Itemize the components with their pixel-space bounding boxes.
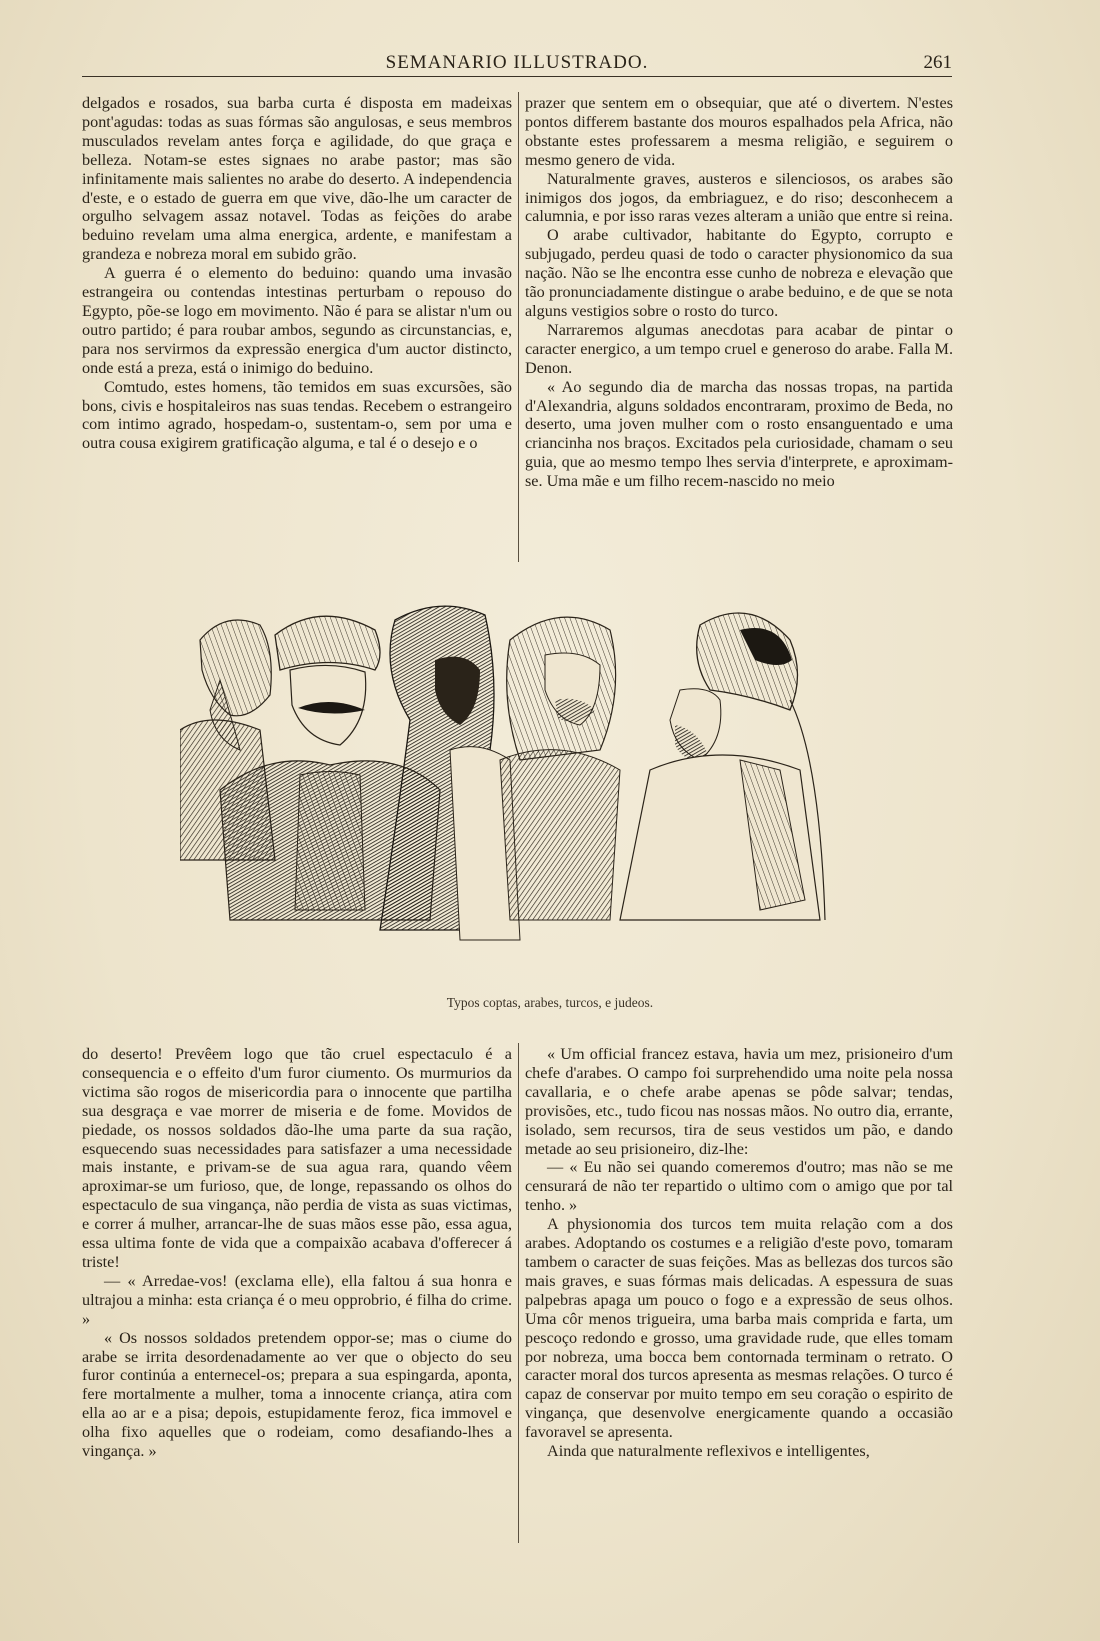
illustration-caption: Typos coptas, arabes, turcos, e judeos. <box>446 995 654 1010</box>
column-divider-bottom <box>518 1043 519 1543</box>
column-divider-top <box>518 92 519 562</box>
figure-arab-man <box>500 617 620 920</box>
periodical-title: SEMANARIO ILLUSTRADO. <box>385 52 649 73</box>
paragraph: Ainda que naturalmente reflexivos e intelligentes, <box>547 1442 870 1461</box>
paragraph: — « Arredae-vos! (exclama elle), ella faltou á sua honra e ultrajou a minha: esta criança é o meu opprobrio, é filha do crime. » <box>82 1271 512 1328</box>
page-header <box>82 50 952 77</box>
figure-turbaned-profile <box>620 613 825 920</box>
engraving-illustration <box>180 600 865 960</box>
paragraph: — « Eu não sei quando comeremos d'outro; mas não se me censurará de não ter repartido o ultimo com o amigo que por tal tenho. » <box>525 1158 953 1215</box>
paragraph: prazer que sentem em o obsequiar, que até o divertem. N'estes pontos differem bastante dos mouros espalhados pela Africa, não obstante estes professarem a mesma religião, e seguirem o mesmo genero de vida. <box>525 94 953 169</box>
column-bottom-left <box>82 1045 512 1461</box>
column-bottom-right <box>525 1045 953 1461</box>
paragraph: Narraremos algumas anecdotas para acabar de pintar o caracter energico, a um tempo cruel e generoso do arabe. Falla M. Denon. <box>525 320 953 377</box>
paragraph: « Ao segundo dia de marcha das nossas tropas, na partida d'Alexandria, alguns soldados encontraram, proximo de Beda, no deserto, uma joven mulher com o rosto ensanguentado e uma criancinha nos braços. Excitados pela curiosidade, chamam o seu guia, que ao mesmo tempo lhes servia d'interprete, e aproximam-se. Uma mãe e um filho recem-nascido no meio <box>525 377 953 491</box>
paragraph: A physionomia dos turcos tem muita relação com a dos arabes. Adoptando os costumes e a religião d'este povo, tomaram tambem o caracter de suas feições. Mas as bellezas dos turcos são mais graves, e suas fórmas mais delicadas. A espessura de suas palpebras apaga um pouco o fogo e a expressão de seus olhos. Uma côr menos trigueira, uma barba mais comprida e farta, um pescoço redondo e grosso, uma gravidade rude, que elles tomam por nobreza, uma bocca bem contornada terminam o retrato. O caracter moral dos turcos apresenta as mesmas relações. O turco é capaz de conservar por muito tempo em seu coração o espirito de vingança, que desenvolve energicamente quando a occasião favoravel se apresenta. <box>525 1215 953 1442</box>
paragraph: Naturalmente graves, austeros e silenciosos, os arabes são inimigos dos jogos, da embriaguez, e do riso; desconhecem a calumnia, e por isso raras vezes alteram a união que entre si reina. <box>525 169 953 226</box>
page-number: 261 <box>923 52 952 73</box>
paragraph: do deserto! Prevêem logo que tão cruel espectaculo é a consequencia e o effeito d'um furor ciumento. Os murmurios da victima são rogos de misericordia para o innocente que partilha sua desgraça e vae morrer de miseria e de fome. Movidos de piedade, os nossos soldados dão-lhe uma parte da sua ração, esquecendo suas necessidades para satisfazer a uma necessidade mais instante, e privam-se de sua agua rara, quando vêem aproximar-se um furioso, que, de longe, repassando os olhos do espectaculo de sua vingança, não perdia de vista as suas victimas, e correr á mulher, arrancar-lhe de suas mãos esse pão, essa agua, essa ultima fonte de vida que a compaixão acabava d'offerecer á triste! <box>82 1045 512 1271</box>
column-top-left <box>82 94 512 453</box>
column-top-right <box>525 94 953 491</box>
paragraph: « Os nossos soldados pretendem oppor-se; mas o ciume do arabe se irrita desordenadamente ao ver que o objecto do seu furor continúa a enternecel-os; prepara a sua espingarda, aponta, fere mortalmente a mulher, toma a innocente criança, atira com ella ao ar e a pisa; depois, estupidamente feroz, fica immovel e olha fixo aquelles que o rodeiam, como desafiando-lhes a vingança. » <box>82 1328 512 1461</box>
paragraph: delgados e rosados, sua barba curta é disposta em madeixas pont'agudas: todas as suas fórmas são angulosas, e seus membros musculados revelam antes força e agilidade, do que graça e belleza. Notam-se estes signaes no arabe pastor; mas são infinitamente mais salientes no arabe do deserto. A independencia d'este, e o estado de guerra em que vive, dão-lhe um caracter de orgulho selvagem assaz notavel. Todas as feições do arabe beduino revelam uma alma energica, ardente, e manifestam a grandeza e nobreza moral em subido grão. <box>82 94 512 264</box>
paragraph: Comtudo, estes homens, tão temidos em suas excursões, são bons, civis e hospitaleiros nas suas tendas. Recebem o estrangeiro com intimo agrado, hospedam-o, sustentam-o, sem por uma e outra cousa exigirem gratificação alguma, e tal é o desejo e o <box>82 377 512 453</box>
paragraph: O arabe cultivador, habitante do Egypto, corrupto e subjugado, perdeu quasi de todo o caracter physionomico da sua nação. Não se lhe encontra esse cunho de nobreza e elevação que tão pronunciadamente distingue o arabe beduino, e de que se nota alguns vestigios sobre o rosto do turco. <box>525 226 953 320</box>
paragraph: « Um official francez estava, havia um mez, prisioneiro d'um chefe d'arabes. O campo foi surprehendido uma noite pela nossa cavallaria, e o chefe arabe apenas se pôde salvar; tendas, provisões, etc., tudo ficou nas nossas mãos. No outro dia, errante, isolado, sem recursos, tira de seus vestidos um pão, e dando metade ao seu prisioneiro, diz-lhe: <box>525 1045 953 1158</box>
paragraph: A guerra é o elemento do beduino: quando uma invasão estrangeira ou contendas intestinas perturbam o repouso do Egypto, põe-se logo em movimento. Não é para se alistar n'um ou outro partido; é para roubar ambos, segundo as circunstancias, e, para nos servirmos da expressão energica d'um auctor distincto, onde está a preza, está o inimigo do beduino. <box>82 264 512 377</box>
